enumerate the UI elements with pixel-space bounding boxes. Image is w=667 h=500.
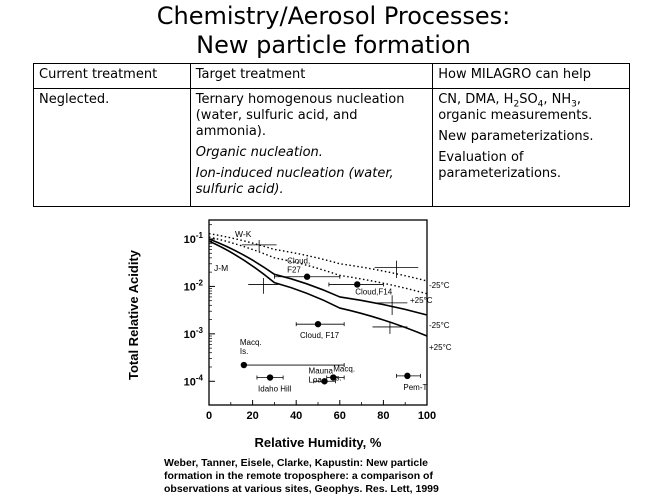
data-point [304,274,310,280]
theory-curves [209,234,427,336]
table-row [34,89,630,207]
y-axis-label: Total Relative Acidity [126,249,141,381]
x-tick-label: 60 [333,410,346,422]
y-tick-label: $10^{-3}$ [183,325,203,341]
header-current-treatment: Current treatment [34,64,191,89]
y-tick-label: $10^{-4}$ [183,373,203,389]
x-tick-label: 20 [246,410,259,422]
target-item-ternary: Ternary homogenous nucleation (water, sulfuric acid, and ammonia). [195,92,405,139]
data-point [241,362,247,368]
x-tick-label: 0 [205,410,213,422]
cell-help [433,89,630,207]
help-item-parameterizations: New parameterizations. [438,129,594,144]
point-label: Idaho Hill [258,384,292,394]
point-label: Mauna [308,366,334,376]
x-tick-label: 100 [417,410,437,422]
point-label: Is. [333,373,342,383]
slide-title-line1: Chemistry/Aerosol Processes: [156,2,511,30]
y-tick-label: $10^{-2}$ [183,278,203,294]
header-milagro-help: How MILAGRO can help [433,64,630,89]
curve-label-jm: J-M [214,263,229,273]
current-value: Neglected. [39,92,110,107]
target-item-organic: Organic nucleation. [195,145,323,160]
x-axis-label: Relative Humidity, % [254,435,382,450]
data-point [267,374,273,380]
curve-label-m25-top: -25°C [429,281,450,290]
figure-caption [164,457,494,496]
y-axis-ticks [184,225,215,389]
point-label: Cloud, [287,256,311,266]
point-label: Cloud,F14 [355,287,393,297]
curve-1 [209,237,427,297]
help-item-measurements: CN, DMA, $H_2SO_4$, $NH_3$, organic measurements. [438,92,593,123]
table-header-row [34,64,630,89]
target-item-ion: Ion-induced nucleation (water, sulfuric acid). [195,166,394,197]
caption-line-1: Weber, Tanner, Eisele, Clarke, Kapustin: New particle [164,457,428,469]
data-point [404,373,410,379]
x-tick-label: 80 [377,410,390,422]
data-point [315,321,321,327]
point-label: Pem-T [403,382,428,392]
curve-label-wk: W-K [235,229,252,239]
treatment-table [33,63,630,207]
curve-0 [209,234,427,281]
curve-label-p25-mid: +25°C [410,296,433,305]
point-label: F27 [287,265,301,275]
caption-line-3: observations at various sites, Geophys. Res. Lett, 1999 [164,483,439,495]
point-label: Is. [239,347,249,357]
point-label: Macq. [239,338,262,348]
acidity-humidity-chart [118,210,463,455]
point-label: Loa [308,375,322,385]
header-target-treatment: Target treatment [190,64,432,89]
point-label: Macq. [333,364,356,374]
y-tick-label: $10^{-1}$ [183,230,203,246]
caption-line-2: formation in the remote troposphere: a comparison of [164,470,433,482]
x-tick-label: 40 [290,410,303,422]
x-axis-ticks [206,400,436,422]
curve-label-p25-bot: +25°C [429,343,452,352]
curve-label-m25-bot: -25°C [429,321,450,330]
cell-current [34,89,191,207]
help-item-evaluation: Evaluation of parameterizations. [438,150,562,181]
cell-target [190,89,432,207]
point-label: Cloud, F17 [300,331,340,341]
slide-title-line2: New particle formation [196,31,471,59]
